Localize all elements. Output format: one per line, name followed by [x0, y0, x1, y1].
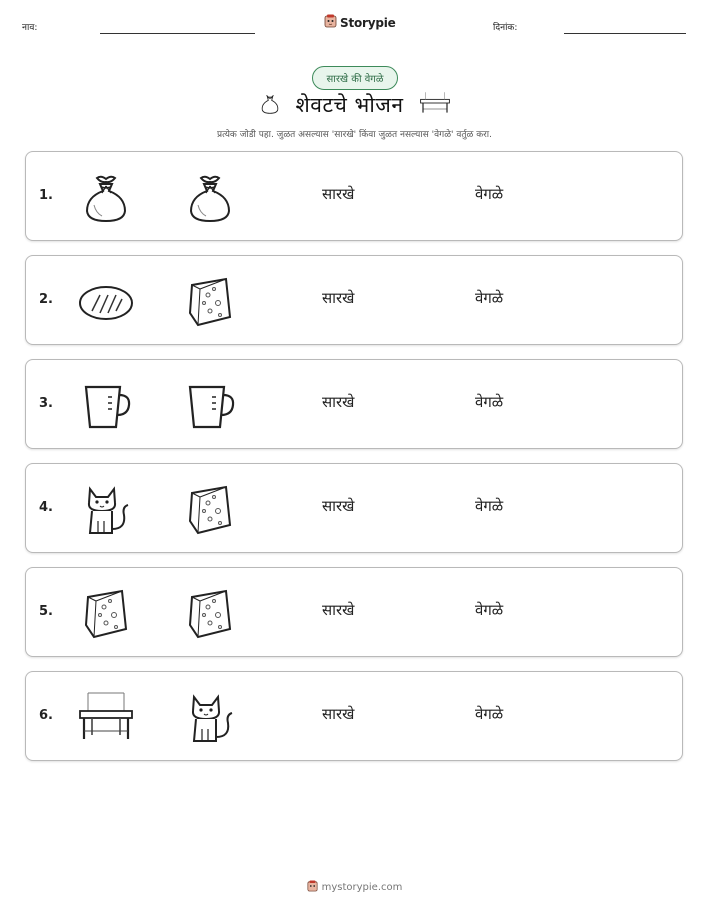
option-same[interactable]: सारखे: [322, 497, 355, 515]
brand-name: Storypie: [340, 15, 396, 30]
page-title: शेवटचे भोजन: [295, 93, 404, 117]
option-same[interactable]: सारखे: [322, 185, 355, 203]
exercise-row-5: [25, 567, 683, 657]
row-number: 6.: [39, 708, 53, 723]
exercise-row-4: [25, 463, 683, 553]
storypie-logo: [324, 13, 396, 32]
title-row: [0, 90, 709, 120]
footer: [0, 880, 709, 895]
option-different[interactable]: वेगळे: [475, 393, 504, 411]
table-icon: [418, 91, 452, 119]
exercise-row-1: [25, 151, 683, 241]
storypie-mascot-icon: [307, 880, 318, 895]
option-same[interactable]: सारखे: [322, 705, 355, 723]
rock-icon: [182, 481, 238, 537]
option-different[interactable]: वेगळे: [475, 601, 504, 619]
cup-icon: [182, 377, 238, 433]
exercise-row-3: [25, 359, 683, 449]
exercise-row-2: [25, 255, 683, 345]
money-bag-icon: [78, 169, 134, 225]
cup-icon: [78, 377, 134, 433]
rock-icon: [182, 273, 238, 329]
rock-icon: [182, 585, 238, 641]
cat-icon: [182, 689, 238, 745]
option-same[interactable]: सारखे: [322, 289, 355, 307]
row-number: 5.: [39, 604, 53, 619]
instructions: प्रत्येक जोडी पहा. जुळत असल्यास 'सारखे' किंवा जुळत नसल्यास 'वेगळे' वर्तुळ करा.: [216, 130, 492, 140]
option-same[interactable]: सारखे: [322, 393, 355, 411]
date-line[interactable]: [564, 33, 686, 34]
cat-icon: [78, 481, 134, 537]
option-different[interactable]: वेगळे: [475, 705, 504, 723]
row-number: 3.: [39, 396, 53, 411]
money-bag-icon: [258, 90, 282, 120]
money-bag-icon: [182, 169, 238, 225]
storypie-mascot-icon: [324, 13, 337, 32]
option-different[interactable]: वेगळे: [475, 185, 504, 203]
category-badge: सारखे की वेगळे: [312, 66, 398, 90]
row-number: 1.: [39, 188, 53, 203]
date-label: दिनांक:: [493, 23, 518, 33]
rock-icon: [78, 585, 134, 641]
option-different[interactable]: वेगळे: [475, 289, 504, 307]
table-icon: [78, 689, 134, 745]
name-line[interactable]: [100, 33, 255, 34]
row-number: 4.: [39, 500, 53, 515]
bread-loaf-icon: [78, 273, 134, 329]
exercise-row-6: [25, 671, 683, 761]
footer-url[interactable]: mystorypie.com: [321, 882, 403, 893]
option-same[interactable]: सारखे: [322, 601, 355, 619]
name-label: नाव:: [22, 23, 38, 33]
row-number: 2.: [39, 292, 53, 307]
option-different[interactable]: वेगळे: [475, 497, 504, 515]
